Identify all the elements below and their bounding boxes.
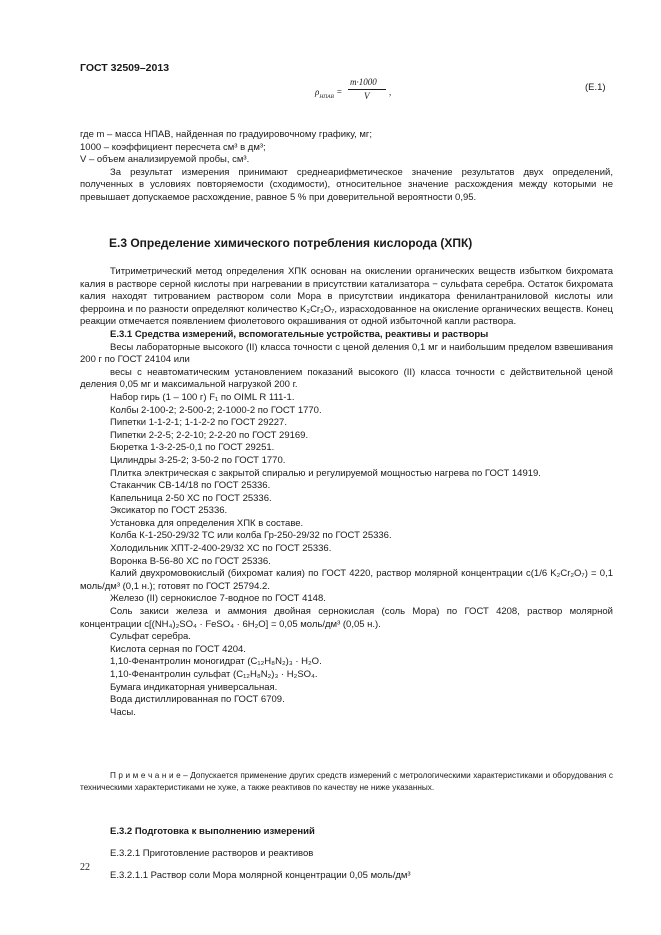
list-item: 1,10-Фенантролин сульфат (C₁₂H₈N₂)₃ · H₂SO₄.	[110, 669, 318, 680]
dichromate-item: Калий двухромовокислый (бихромат калия) по ГОСТ 4220, раствор молярной концентрации c(1/6 K₂Cr₂O₇) = 0,1 моль/дм³ (0,1 н.); готовят по ГОСТ 25794.2.	[80, 568, 613, 592]
list-item: Бумага индикаторная универсальная.	[110, 681, 278, 693]
result-paragraph: За результат измерения принимают среднеарифметическое значение результатов двух определений, полученных в условиях повторяемости (сходимости), относительное значение расхождения между которыми не превышает допускаемое расхождение, равное 5 % при доверительной вероятности 0,95.	[80, 166, 613, 203]
method-paragraph: Титриметрический метод определения ХПК основан на окислении органических веществ избытком бихромата калия в растворе серной кислоты при нагревании в присутствии катализатора − сульфата серебра. Остаток бихромата калия находят титрованием раствором соли Мора в присутствии индикатора фенилантраниловой кислоты или ферроина и по разности определяют количество K₂Cr₂O₇, израсходованное на окисление органических веществ. Конец реакции отмечается появлением фиолетового окрашивания от одной избыточной капли раствора.	[80, 266, 613, 328]
where-line: где m – масса НПАВ, найденная по градуировочному графику, мг;	[80, 129, 372, 140]
list-item: Набор гирь (1 – 100 г) F₁ по OIML R 111-1.	[110, 391, 295, 403]
where-line: 1000 – коэффициент пересчета см³ в дм³;	[80, 141, 266, 153]
list-item: Цилиндры 3-25-2; 3-50-2 по ГОСТ 1770.	[110, 454, 286, 466]
section-body	[80, 266, 613, 719]
list-item: Эксикатор по ГОСТ 25336.	[110, 505, 228, 517]
formula-numerator: m·1000	[350, 77, 377, 87]
list-item: Вода дистиллированная по ГОСТ 6709.	[110, 694, 285, 706]
list-item: Колбы 2-100-2; 2-500-2; 2-1000-2 по ГОСТ 1770.	[110, 404, 322, 416]
list-item: Капельница 2-50 ХС по ГОСТ 25336.	[110, 492, 272, 504]
prep-title: Е.3.2 Подготовка к выполнению измерений	[110, 825, 315, 837]
list-item: Холодильник ХПТ-2-400-29/32 ХС по ГОСТ 25336.	[110, 543, 332, 555]
subsection-title: Е.3.1 Средства измерений, вспомогательные устройства, реактивы и растворы	[110, 328, 489, 340]
list-item: Часы.	[110, 706, 136, 718]
list-item: Бюретка 1-3-2-25-0,1 по ГОСТ 29251.	[110, 442, 275, 454]
list-item: Железо (II) сернокислое 7-водное по ГОСТ 4148.	[110, 593, 326, 605]
formula-lhs: $\rho_{НПАВ}$ =	[315, 87, 343, 100]
mohr-salt-item: Соль закиси железа и аммония двойная сернокислая (соль Мора) по ГОСТ 4208, раствор молярной концентрации c[(NH₄)₂SO₄ · FeSO₄ · 6H₂O] = 0,05 моль/дм³ (0,05 н.).	[80, 606, 613, 630]
balance-alt-paragraph: весы с неавтоматическим установлением показаний высокого (II) класса точности с действительной ценой деления 0,05 мг и максимальной нагрузкой 200 г.	[80, 366, 613, 391]
list-item: 1,10-Фенантролин моногидрат (C₁₂H₈N₂)₃ · H₂O.	[110, 656, 322, 668]
list-item: Кислота серная по ГОСТ 4204.	[110, 643, 246, 655]
section-title: Е.3 Определение химического потребления кислорода (ХПК)	[109, 236, 473, 250]
document-header: ГОСТ 32509–2013	[80, 62, 170, 74]
list-item: Установка для определения ХПК в составе.	[110, 517, 304, 529]
formula-fraction-bar	[348, 89, 386, 90]
where-line: V – объем анализируемой пробы, см³.	[80, 154, 250, 166]
prep-subtitle: Е.3.2.1.1 Раствор соли Мора молярной концентрации 0,05 моль/дм³	[110, 869, 411, 881]
balance-paragraph: Весы лабораторные высокого (II) класса точности с ценой деления 0,1 мг и наибольшим пределом взвешивания 200 г по ГОСТ 24104 или	[80, 341, 613, 366]
equation-number: (Е.1)	[585, 82, 606, 93]
prep-subtitle: Е.3.2.1 Приготовление растворов и реактивов	[110, 847, 314, 859]
list-item: Пипетки 2-2-5; 2-2-10; 2-2-20 по ГОСТ 29169.	[110, 429, 309, 441]
note-paragraph: П р и м е ч а н и е – Допускается применение других средств измерений с метрологическими характеристиками и оборудования с техническими характеристиками не хуже, а также реактивов по качеству не ниже указанных.	[80, 771, 613, 792]
formula-denominator: V	[364, 91, 370, 101]
list-item: Колба К-1-250-29/32 ТС или колба Гр-250-29/32 по ГОСТ 25336.	[110, 530, 392, 542]
where-block	[80, 129, 613, 205]
page-number: 22	[80, 862, 90, 873]
list-item: Сульфат серебра.	[110, 631, 191, 643]
hotplate-item: Плитка электрическая с закрытой спиралью и регулируемой мощностью нагрева по ГОСТ 14919.	[110, 467, 541, 479]
list-item: Пипетки 1-1-2-1; 1-1-2-2 по ГОСТ 29227.	[110, 417, 287, 429]
preparation-block	[80, 816, 613, 892]
formula-e1: $\rho_{НПАВ}$ = m·1000 V ,	[315, 77, 392, 101]
list-item: Воронка В-56-80 ХС по ГОСТ 25336.	[110, 555, 271, 567]
list-item: Стаканчик СВ-14/18 по ГОСТ 25336.	[110, 480, 271, 492]
